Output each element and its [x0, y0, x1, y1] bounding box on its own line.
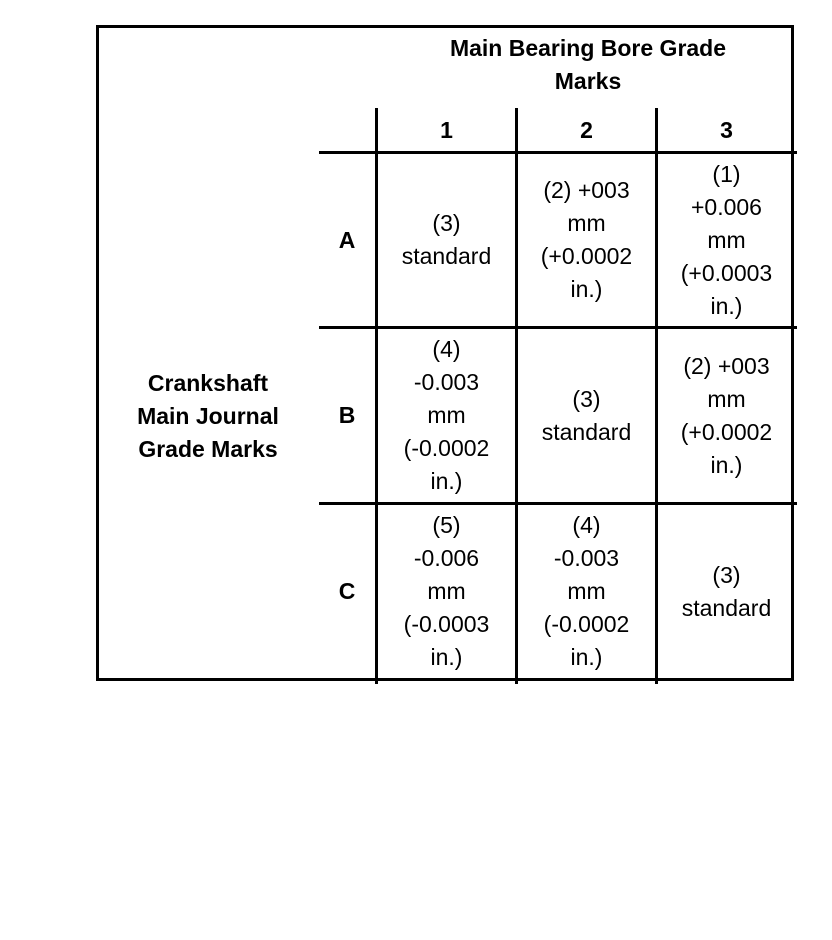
table-cell-c-3: (3) standard	[681, 561, 772, 621]
table-cell-b-1: (4) -0.003 mm (-0.0002 in.)	[403, 336, 490, 494]
row-group-header: Crankshaft Main Journal Grade Marks	[137, 369, 279, 462]
table-cell-a-2: (2) +003 mm (+0.0002 in.)	[540, 177, 633, 302]
column-header-1: 1	[440, 117, 453, 143]
column-header-2: 2	[580, 117, 593, 143]
row-label-b: B	[338, 402, 356, 428]
table-cell-a-3: (1) +0.006 mm (+0.0003 in.)	[680, 160, 773, 319]
table-cell-b-2: (3) standard	[541, 385, 632, 445]
row-label-a: A	[338, 226, 356, 253]
column-group-header: Main Bearing Bore Grade Marks	[449, 35, 727, 94]
table-cell-b-3: (2) +003 mm (+0.0002 in.)	[680, 352, 773, 478]
table-cell-c-1: (5) -0.006 mm (-0.0003 in.)	[403, 512, 490, 670]
column-header-3: 3	[720, 117, 733, 143]
row-label-c: C	[338, 578, 356, 604]
grade-mark-table	[96, 25, 794, 681]
table-cell-c-2: (4) -0.003 mm (-0.0002 in.)	[543, 512, 630, 670]
table-cell-a-1: (3) standard	[401, 210, 492, 269]
